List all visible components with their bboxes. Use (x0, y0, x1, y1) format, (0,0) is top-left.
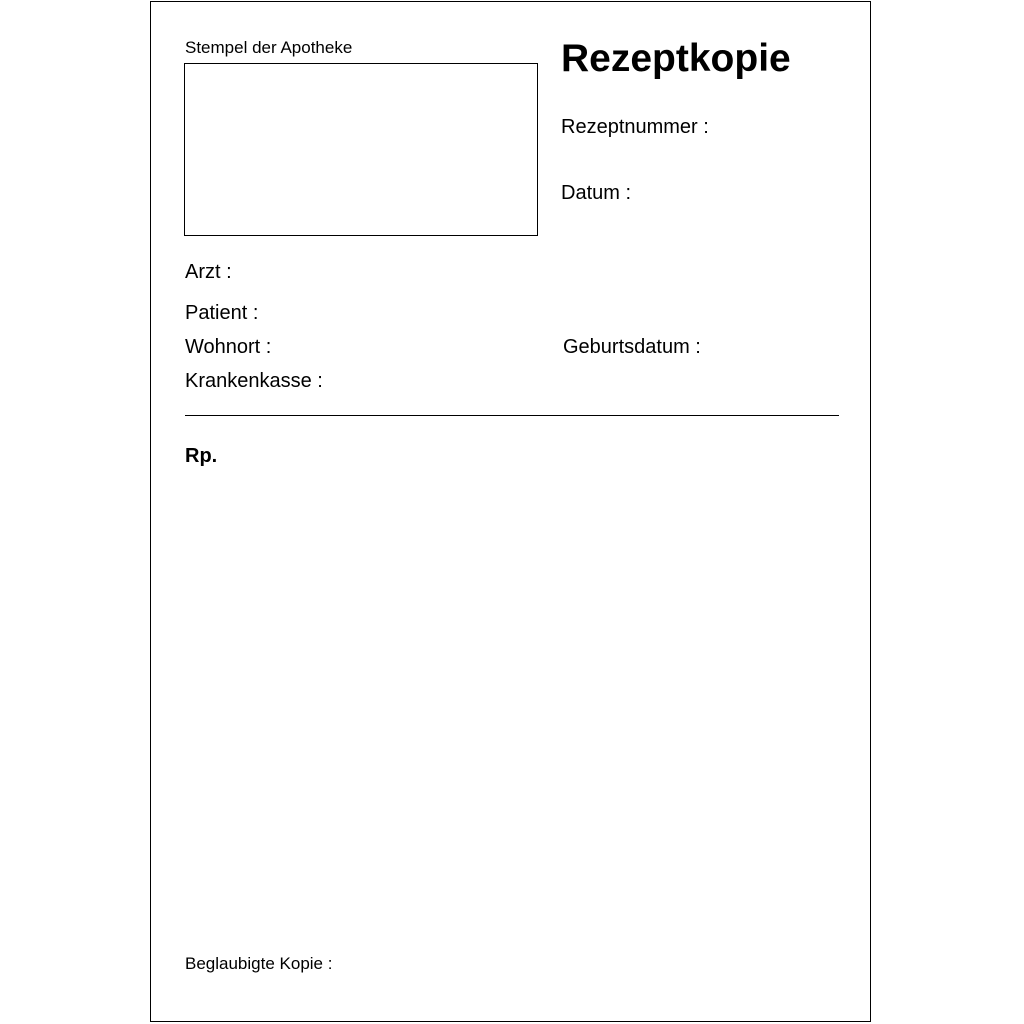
birthdate-label: Geburtsdatum : (563, 336, 701, 358)
rp-label: Rp. (185, 445, 218, 467)
date-label: Datum : (561, 182, 632, 204)
pharmacy-stamp-box (184, 63, 538, 236)
rx-number-label: Rezeptnummer : (561, 116, 709, 138)
prescription-copy-form (150, 1, 871, 1022)
residence-label: Wohnort : (185, 336, 272, 358)
patient-label: Patient : (185, 302, 259, 324)
pharmacy-stamp-label: Stempel der Apotheke (185, 38, 353, 57)
doctor-label: Arzt : (185, 261, 232, 283)
insurance-label: Krankenkasse : (185, 370, 323, 392)
section-divider (185, 415, 839, 416)
certified-copy-label: Beglaubigte Kopie : (185, 954, 333, 973)
page-title: Rezeptkopie (561, 37, 791, 80)
